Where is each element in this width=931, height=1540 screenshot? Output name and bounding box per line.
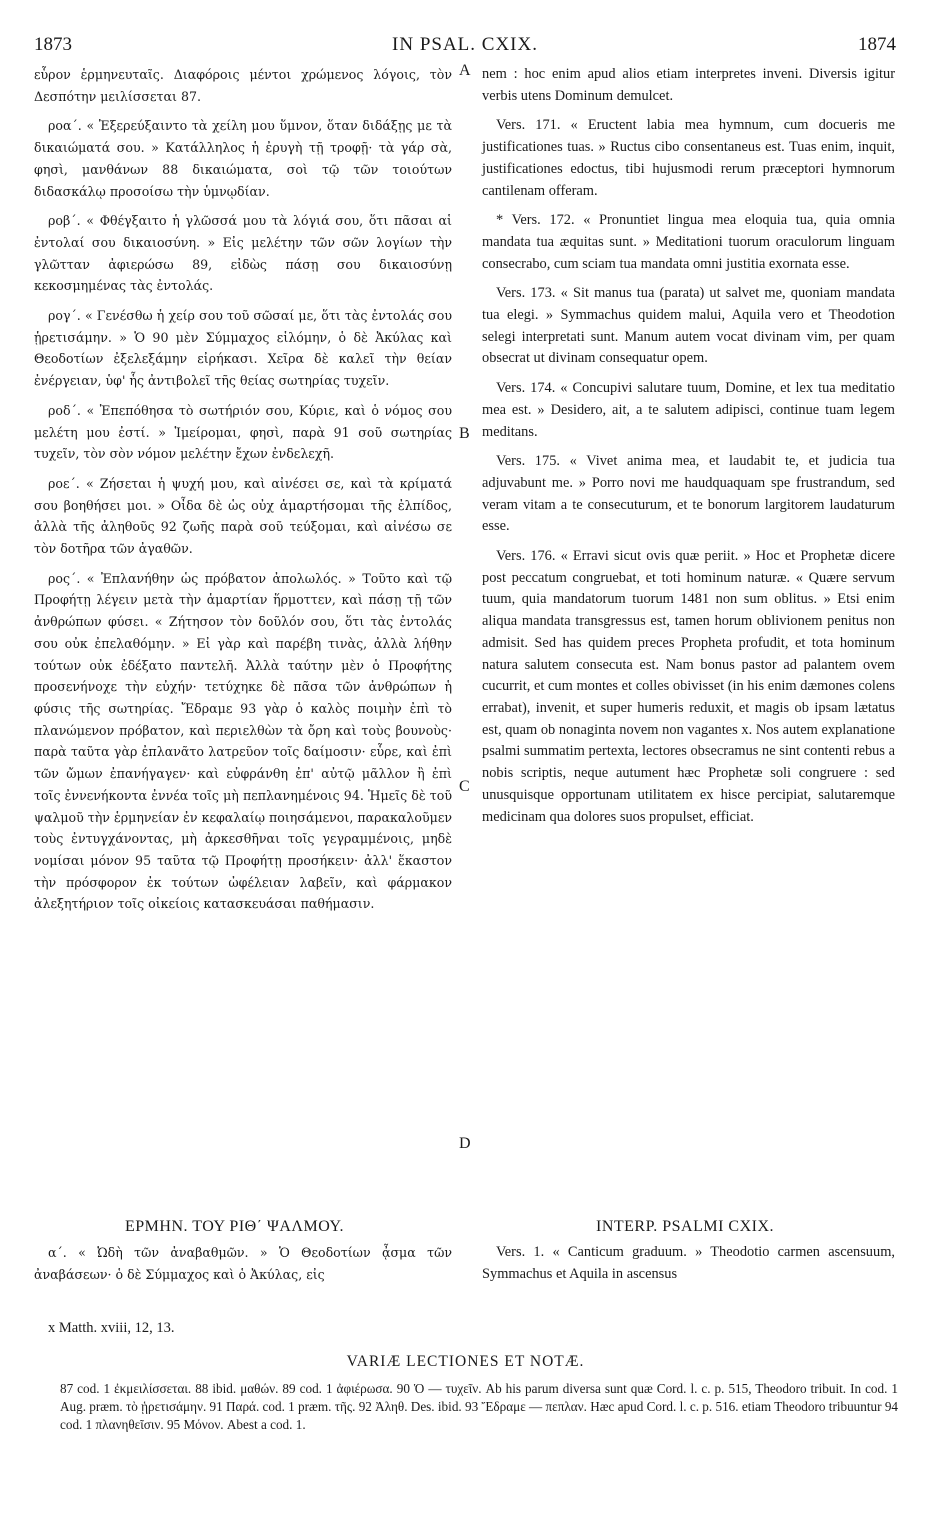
notes-title: VARIÆ LECTIONES ET NOTÆ. [346,1353,585,1370]
latin-paragraph: nem : hoc enim apud alios etiam interpretes inveni. Diversis igitur verbis utens Dominum demulcet. [482,66,895,104]
greek-psalm-verse: α΄. « Ὠδὴ τῶν ἀναβαθμῶν. » Ὁ Θεοδοτίων ᾆσμα τῶν ἀναβάσεων· ὁ δὲ Σύμμαχος καὶ ὁ Ἀκύλας, εἰς [34,1245,452,1282]
greek-column [34,64,452,923]
latin-column [482,64,895,836]
greek-paragraph: εὗρον ἑρμηνευταῖς. Διαφόροις μέντοι χρώμενος λόγοις, τὸν Δεσπότην μειλίσσεται 87. [34,67,452,104]
margin-marker-d: D [459,1135,471,1152]
margin-marker-c: C [459,778,470,795]
latin-paragraph: Vers. 171. « Eructent labia mea hymnum, cum docueris me justificationes tuas. » Ructus cibo consentaneus est. Tuas enim, inquit, justificationes edoctus, tibi hujusmodi rerum præceptori hymnorum cantilenam offeram. [482,117,895,199]
latin-paragraph: Vers. 174. « Concupivi salutare tuum, Domine, et lex tua meditatio mea est. » Desidero, ait, a te salutem adipisci, continue tuam legem meditans. [482,380,895,440]
margin-marker-a: A [459,62,471,79]
greek-section-heading: ΕΡΜΗΝ. ΤΟΥ ΡΙΘ΄ ΨΑΛΜΟΥ. [125,1218,345,1235]
greek-paragraph: ροδ΄. « Ἐπεπόθησα τὸ σωτήριόν σου, Κύριε, καὶ ὁ νόμος σου μελέτη μου ἐστί. » Ἱμείρομαι, φησὶ, παρὰ 91 σοῦ σωτηρίας τυχεῖν, τὸν σὸν νόμον μελέτην ἔχων ἐνδελεχῆ. [34,402,452,462]
greek-paragraph: ρος΄. « Ἐπλανήθην ὡς πρόβατον ἀπολωλός. » Τοῦτο καὶ τῷ Προφήτῃ λέγειν μετὰ τὴν ἁμαρτίαν ἥρμοττεν, καὶ πάσῃ τῇ τῶν ἀνθρώπων φύσει. « Ζήτησον τὸν δοῦλόν σου, ὅτι τὰς ἐντολάς σου οὐκ ἐπελαθόμην. » Εἰ γὰρ καὶ παρέβη τινὰς, ἀλλὰ λήθην τούτων οὐκ ἐδέξατο παντελῆ. Ἀλλὰ ταύτην μὲν ὁ Προφήτης προσενήνοχε τὴν εὐχήν· τετύχηκε δὲ πᾶσα τῶν ἀνθρώπων ἡ φύσις τῆς σωτηρίας. Ἔδραμε 93 γὰρ ὁ καλὸς ποιμὴν ἐπὶ τὸ πλανώμενον πρόβατον, καὶ περιελθὼν τὰ ὄρη καὶ τοὺς βουνοὺς· παρὰ ταῦτα γὰρ ἐπλανᾶτο λατρεῦον τοῖς δαίμοσιν· εὗρε, καὶ ἐπὶ τῶν ὤμων ἐπανήγαγεν· καὶ εὐφράνθη ἐπ' αὐτῷ μᾶλλον ἢ ἐπὶ τοῖς ἐννενήκοντα ἐννέα τοῖς μὴ πεπλανημένοις 94. Ἡμεῖς δὲ τοῦ ψαλμοῦ τὴν ἑρμηνείαν ἐν κεφαλαίῳ ποιησάμενοι, παρακαλοῦμεν τοὺς ἐντυγχάνοντας, μὴ ἀρκεσθῆναι τοῖς γεγραμμένοις, μηδὲ νομίσαι μόνον 95 ταῦτα τῷ Προφήτῃ προσήκειν· ἀλλ' ἕκαστον τὴν πρόσφορον ἐκ τούτων ὠφέλειαν λαβεῖν, καὶ φάρμακον ἀλεξητήριον τοῖς οἰκείοις κατασκευάσαι παθήμασιν. [34,570,452,912]
latin-psalm-start [482,1242,895,1285]
greek-paragraph: ροβ΄. « Φθέγξαιτο ἡ γλῶσσά μου τὰ λόγιά σου, ὅτι πᾶσαι αἱ ἐντολαί σου δικαιοσύνη. » Εἰς μελέτην τῶν σῶν λογίων τὴν γλῶτταν ἀφιερώσω 89, εἰδὼς πάσῃ σου δικαιοσύνῃ κεκοσμημένας τὰς ἐντολάς. [34,213,452,294]
running-title: IN PSAL. CXIX. [392,34,538,55]
latin-paragraph: Vers. 173. « Sit manus tua (parata) ut salvet me, quoniam mandata tua elegi. » Symmachus quidem malui, Aquila vero et Theodotion selegi interpretati sunt. Manum autem vocat divinam vim, per quam obsecrat ut divinam consequatur opem. [482,285,895,367]
latin-psalm-verse: Vers. 1. « Canticum graduum. » Theodotio carmen ascensuum, Symmachus et Aquila in ascensus [482,1244,895,1282]
left-page-number: 1873 [34,34,72,55]
margin-marker-b: B [459,425,470,442]
latin-paragraph: * Vers. 172. « Pronuntiet lingua mea eloquia tua, quia omnia mandata tua æquitas sunt. » Meditationi tuorum oraculorum linguam consecrabo, cum sciam tua mandata omni justitia exornata esse. [482,212,895,272]
right-page-number: 1874 [858,34,896,55]
latin-paragraph: Vers. 176. « Erravi sicut ovis quæ periit. » Hoc et Prophetæ dicere post peccatum congruebat, et toti hominum naturæ. « Quære servum tuum, quia mandatorum tuorum 1481 non sum oblitus. » Etsi enim aliqua mandata transgressus est, tamen horum oblivionem penitus non admisit. Sed has quidem preces Propheta profudit, et tota hominum natura salutem consecuta est. Nam bonus pastor ad palantem ovem cucurrit, et cum montes et colles obivisset (in his enim dæmones colens errabat), invenit, et super humeris reduxit, et magis ob ipsam lætatus est, quam ob nonaginta novem non vagantes x. Nos autem explanatione psalmi summatim pertexta, lectores obsecramus ne sint contenti rebus a nobis scriptis, neque autument hæc Prophetæ soli congruere : sed unusquisque opportunam utilitatem ex hisce percipiat, salutaremque medicinam qua dolores suos propulset, efficiat. [482,548,895,825]
scripture-footnote: x Matth. xviii, 12, 13. [48,1320,175,1336]
latin-paragraph: Vers. 175. « Vivet anima mea, et laudabit te, et judicia tua adjuvabunt me. » Porro novi me haudquaquam spe frustrandum, sed veram vitam a te consecuturum, et te bonorum largitorem laudaturum esse. [482,453,895,535]
greek-paragraph: ροα΄. « Ἐξερεύξαιντο τὰ χείλη μου ὕμνον, ὅταν διδάξῃς με τὰ δικαιώματά σου. » Κατάλληλος ἡ ἐρυγὴ τῇ τροφῇ· τὰ γάρ σὰ, φησὶ, μανθάνων 88 δικαιώματα, σοὶ τῷ τῶν τοιούτων διδασκάλῳ προσοίσω τὴν ὑμνῳδίαν. [34,118,452,199]
page-header [34,34,896,60]
latin-section-heading: INTERP. PSALMI CXIX. [596,1218,775,1235]
greek-psalm-start [34,1242,452,1285]
greek-paragraph: ροε΄. « Ζήσεται ἡ ψυχή μου, καὶ αἰνέσει σε, καὶ τὰ κρίματά σου βοηθήσει μοι. » Οἶδα δὲ ὡς οὐχ ἁμαρτήσομαι τῆς ἐλπίδος, ἀλλὰ τῆς ἀληθοῦς 92 ζωῆς παρὰ σοῦ τεύξομαι, καὶ αἰνέσω σε τὸν δοτῆρα τῶν ἀγαθῶν. [34,475,452,557]
greek-paragraph: ρογ΄. « Γενέσθω ἡ χείρ σου τοῦ σῶσαί με, ὅτι τὰς ἐντολάς σου ᾑρετισάμην. » Ὁ 90 μὲν Σύμμαχος εἱλόμην, ὁ δὲ Ἀκύλας καὶ Θεοδοτίων ἐξελεξάμην εἰρήκασι. Χεῖρα δὲ καλεῖ τὴν θείαν ἐνέργειαν, ὑφ' ἧς ἀντιβολεῖ τῆς θείας σωτηρίας τυχεῖν. [34,308,452,389]
variant-notes: 87 cod. 1 ἐκμειλίσσεται. 88 ibid. μαθών. 89 cod. 1 ἀφιέρωσα. 90 Ὁ — τυχεῖν. Ab his parum diversa sunt quæ Cord. l. c. p. 515, Theodoro tribuit. In cod. 1 Aug. præm. τὸ ᾑρετισάμην. 91 Παρά. cod. 1 præm. τῆς. 92 Ἀληθ. Des. ibid. 93 Ἔδραμε — πεπλαν. Hæc apud Cord. l. c. p. 516. etiam Theodoro tribuuntur 94 cod. 1 πλανηθεῖσιν. 95 Μόνον. Abest a cod. 1. [60,1381,899,1432]
